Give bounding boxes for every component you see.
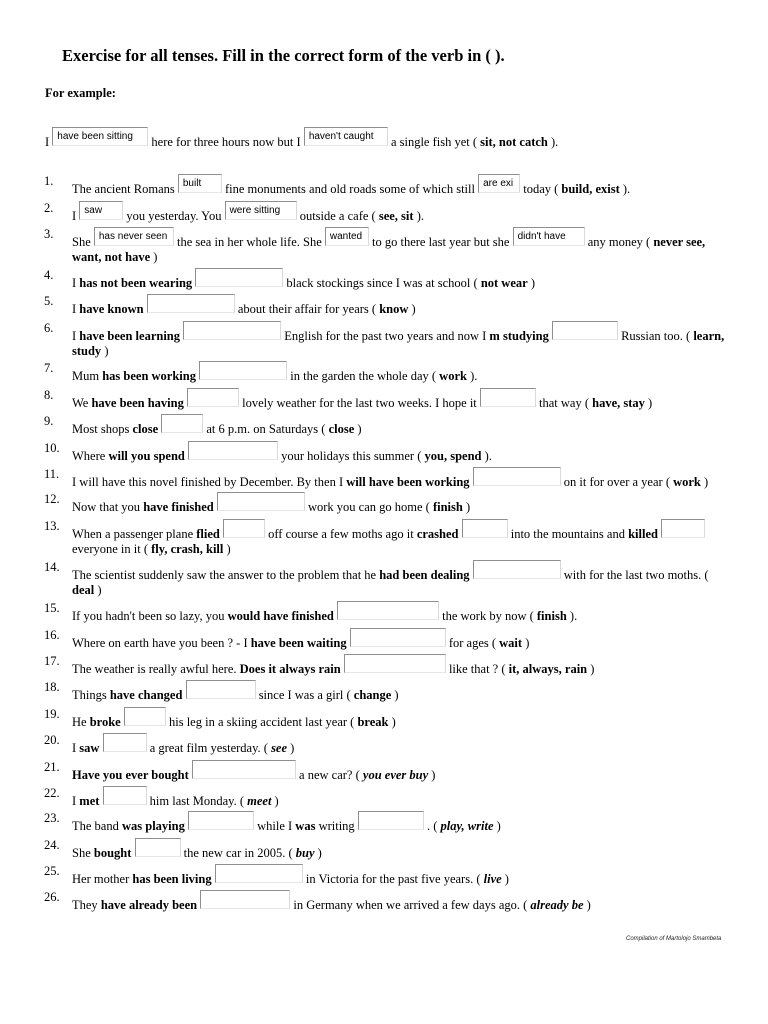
- answer-field[interactable]: [337, 601, 439, 620]
- sentence-text: She: [72, 235, 91, 249]
- sentence-text: ): [226, 542, 231, 556]
- verb-text: wait: [499, 636, 523, 650]
- sentence-text: Her mother: [72, 872, 130, 886]
- verb-text: fly, crash, kill: [151, 542, 224, 556]
- answer-field[interactable]: [188, 811, 254, 830]
- item-number: 1.: [44, 174, 54, 188]
- verb-text: break: [357, 715, 389, 729]
- sentence-text: that way (: [539, 396, 590, 410]
- verb-text: see: [271, 741, 288, 755]
- sentence-text: fine monuments and old roads some of which still: [225, 182, 475, 196]
- verb-text: close: [132, 422, 159, 436]
- item-number: 12.: [44, 492, 60, 506]
- sentence-text: ).: [470, 369, 478, 383]
- sentence-text: to go there last year but she: [372, 235, 510, 249]
- answer-field[interactable]: [478, 174, 520, 193]
- verb-text: met: [79, 794, 100, 808]
- verb-text: play, write: [440, 819, 494, 833]
- sentence-body: [72, 864, 732, 887]
- answer-field[interactable]: [223, 519, 265, 538]
- sentence-text: while I: [257, 819, 293, 833]
- answer-field[interactable]: [358, 811, 424, 830]
- item-number: 24.: [44, 838, 60, 852]
- verb-text: it, always, rain: [508, 662, 588, 676]
- sentence-text: ): [496, 819, 501, 833]
- item-number: 13.: [44, 519, 60, 533]
- sentence-text: The ancient Romans: [72, 182, 175, 196]
- verb-text: will have been working: [346, 475, 470, 489]
- verb-text: close: [328, 422, 355, 436]
- sentence-body: [72, 680, 732, 703]
- sentence-body: [72, 467, 732, 490]
- sentence-text: off course a few moths ago it: [268, 527, 414, 541]
- verb-text: crashed: [416, 527, 459, 541]
- sentence-text: here for three hours now but I: [151, 135, 301, 149]
- sentence-text: since I was a girl (: [258, 688, 351, 702]
- verb-text: have finished: [143, 500, 214, 514]
- sentence-text: you yesterday. You: [126, 209, 222, 223]
- sentence-text: ).: [569, 609, 578, 623]
- sentence-text: the new car in 2005. (: [183, 846, 293, 860]
- answer-field-value: saw: [84, 205, 103, 216]
- sentence-text: for ages (: [448, 636, 497, 650]
- item-number: 16.: [44, 628, 60, 642]
- sentence-body: [72, 838, 732, 861]
- sentence-body: [72, 268, 732, 291]
- sentence-body: [72, 227, 732, 265]
- page-title: Exercise for all tenses. Fill in the correct form of the verb in ( ).: [62, 46, 505, 65]
- verb-text: you ever buy: [362, 768, 429, 782]
- sentence-text: ): [411, 302, 416, 316]
- verb-text: deal: [72, 583, 95, 597]
- answer-field[interactable]: [192, 760, 296, 779]
- item-number: 2.: [44, 201, 54, 215]
- verb-text: learn, study: [72, 329, 725, 358]
- sentence-text: She: [72, 846, 91, 860]
- sentence-body: [72, 628, 732, 651]
- item-number: 18.: [44, 680, 60, 694]
- answer-field[interactable]: [161, 414, 203, 433]
- verb-text: finish: [536, 609, 567, 623]
- sentence-body: [72, 388, 732, 411]
- sentence-text: in the garden the whole day (: [290, 369, 437, 383]
- verb-text: not wear: [480, 276, 528, 290]
- answer-field-value: built: [182, 178, 202, 189]
- answer-field[interactable]: [480, 388, 536, 407]
- footer-credit: Compilation of Martolojo Smambeta: [626, 936, 722, 942]
- item-number: 26.: [44, 890, 60, 904]
- sentence-text: ): [525, 636, 530, 650]
- sentence-text: the sea in her whole life. She: [177, 235, 322, 249]
- sentence-text: Where: [72, 449, 106, 463]
- answer-field[interactable]: [215, 864, 303, 883]
- answer-field[interactable]: [183, 321, 281, 340]
- answer-field[interactable]: [325, 227, 369, 246]
- sentence-text: I: [72, 276, 77, 290]
- answer-field[interactable]: [217, 492, 305, 511]
- sentence-text: If you hadn't been so lazy, you: [72, 609, 225, 623]
- sentence-text: about their affair for years (: [237, 302, 377, 316]
- sentence-text: He: [72, 715, 87, 729]
- verb-text: have been waiting: [250, 636, 347, 650]
- answer-field[interactable]: [94, 227, 174, 246]
- sentence-text: ): [104, 344, 109, 358]
- sentence-text: The weather is really awful here.: [72, 662, 237, 676]
- sentence-body: [72, 890, 732, 913]
- sentence-text: I: [45, 135, 50, 149]
- verb-text: m studying: [489, 329, 549, 343]
- item-number: 15.: [44, 601, 60, 615]
- verb-text: see, sit: [378, 209, 414, 223]
- sentence-text: ): [153, 250, 158, 264]
- verb-text: was: [295, 819, 316, 833]
- verb-text: have changed: [109, 688, 183, 702]
- sentence-text: I: [72, 329, 77, 343]
- sentence-text: When a passenger plane: [72, 527, 194, 541]
- sentence-body: [72, 294, 732, 317]
- sentence-text: ): [704, 475, 709, 489]
- sentence-text: Where on earth have you been ? - I: [72, 636, 248, 650]
- example-label: For example:: [45, 86, 116, 100]
- verb-text: build, exist: [561, 182, 620, 196]
- verb-text: would have finished: [227, 609, 334, 623]
- sentence-text: ): [290, 741, 295, 755]
- item-number: 10.: [44, 441, 60, 455]
- answer-field-value: are exi: [483, 178, 514, 189]
- verb-text: has not been wearing: [79, 276, 193, 290]
- item-number: 8.: [44, 388, 54, 402]
- answer-field[interactable]: [513, 227, 585, 246]
- answer-field[interactable]: [124, 707, 166, 726]
- item-number: 7.: [44, 361, 54, 375]
- answer-field[interactable]: [199, 361, 287, 380]
- sentence-text: work you can go home (: [307, 500, 430, 514]
- answer-field[interactable]: [473, 467, 561, 486]
- sentence-text: I: [72, 209, 77, 223]
- sentence-text: ): [590, 662, 595, 676]
- verb-text: sit, not catch: [480, 135, 548, 149]
- sentence-text: Russian too. (: [621, 329, 691, 343]
- verb-text: killed: [628, 527, 658, 541]
- sentence-text: ): [465, 500, 471, 514]
- answer-field-value: didn't have: [517, 231, 566, 242]
- answer-field[interactable]: [52, 127, 148, 146]
- sentence-text: ).: [622, 182, 631, 196]
- answer-field[interactable]: [200, 890, 290, 909]
- sentence-body: [72, 560, 732, 598]
- verb-text: never see, want, not have: [72, 235, 706, 264]
- item-number: 4.: [44, 268, 54, 282]
- item-number: 11.: [44, 467, 60, 481]
- answer-field-value: have been sitting: [57, 131, 133, 142]
- item-number: 23.: [44, 811, 60, 825]
- verb-text: have been having: [91, 396, 184, 410]
- sentence-text: ): [530, 276, 535, 290]
- sentence-text: ): [586, 898, 591, 912]
- item-number: 6.: [44, 321, 54, 335]
- verb-text: Have you ever bought: [72, 768, 189, 782]
- sentence-text: into the mountains and: [510, 527, 625, 541]
- verb-text: buy: [295, 846, 315, 860]
- answer-field[interactable]: [350, 628, 446, 647]
- sentence-body: [45, 127, 705, 150]
- sentence-body: [72, 492, 732, 515]
- verb-text: have, stay: [592, 396, 645, 410]
- sentence-text: ): [274, 794, 279, 808]
- sentence-text: ): [357, 422, 362, 436]
- sentence-body: [72, 786, 732, 809]
- answer-field-value: were sitting: [229, 205, 281, 216]
- verb-text: you, spend: [424, 449, 482, 463]
- sentence-body: [72, 733, 732, 756]
- answer-field[interactable]: [103, 733, 147, 752]
- verb-text: saw: [79, 741, 100, 755]
- verb-text: broke: [89, 715, 121, 729]
- verb-text: Does it always rain: [239, 662, 341, 676]
- sentence-body: [72, 760, 732, 783]
- sentence-text: in Victoria for the past five years. (: [305, 872, 481, 886]
- verb-text: change: [353, 688, 392, 702]
- verb-text: live: [483, 872, 502, 886]
- sentence-text: ): [648, 396, 653, 410]
- sentence-text: English for the past two years and now I: [284, 329, 487, 343]
- sentence-body: [72, 441, 732, 464]
- item-number: 3.: [44, 227, 54, 241]
- item-number: 5.: [44, 294, 54, 308]
- sentence-text: today (: [523, 182, 559, 196]
- answer-field[interactable]: [344, 654, 446, 673]
- verb-text: work: [673, 475, 701, 489]
- sentence-body: [72, 201, 732, 224]
- item-number: 17.: [44, 654, 60, 668]
- sentence-text: him last Monday. (: [149, 794, 244, 808]
- sentence-text: ): [97, 583, 102, 597]
- answer-field[interactable]: [147, 294, 235, 313]
- sentence-text: his leg in a skiing accident last year (: [168, 715, 355, 729]
- sentence-text: The band: [72, 819, 119, 833]
- verb-text: have been learning: [79, 329, 180, 343]
- sentence-text: ): [431, 768, 436, 782]
- sentence-text: The scientist suddenly saw the answer to the problem that he: [72, 568, 377, 582]
- verb-text: meet: [247, 794, 272, 808]
- item-number: 20.: [44, 733, 60, 747]
- sentence-text: outside a cafe (: [299, 209, 376, 223]
- sentence-body: [72, 174, 732, 197]
- sentence-text: Most shops: [72, 422, 130, 436]
- answer-field[interactable]: [552, 321, 618, 340]
- sentence-body: [72, 811, 732, 834]
- answer-field[interactable]: [79, 201, 123, 220]
- answer-field-value: wanted: [329, 231, 363, 242]
- sentence-text: ): [391, 715, 396, 729]
- sentence-text: ): [504, 872, 509, 886]
- sentence-text: a great film yesterday. (: [149, 741, 268, 755]
- answer-field[interactable]: [462, 519, 508, 538]
- verb-text: finish: [432, 500, 463, 514]
- sentence-text: writing: [318, 819, 355, 833]
- sentence-text: with for the last two moths. (: [563, 568, 709, 582]
- answer-field[interactable]: [473, 560, 561, 579]
- sentence-text: everyone in it (: [72, 542, 149, 556]
- sentence-text: on it for over a year (: [563, 475, 670, 489]
- item-number: 9.: [44, 414, 54, 428]
- answer-field[interactable]: [135, 838, 181, 857]
- sentence-text: a new car? (: [299, 768, 360, 782]
- sentence-text: like that ? (: [448, 662, 506, 676]
- verb-text: had been dealing: [379, 568, 470, 582]
- answer-field[interactable]: [304, 127, 388, 146]
- verb-text: have known: [79, 302, 144, 316]
- item-number: 22.: [44, 786, 60, 800]
- answer-field[interactable]: [188, 441, 278, 460]
- answer-field-value: has never seen: [98, 231, 168, 242]
- sentence-text: We: [72, 396, 89, 410]
- item-number: 25.: [44, 864, 60, 878]
- answer-field[interactable]: [661, 519, 705, 538]
- answer-field[interactable]: [103, 786, 147, 805]
- sentence-text: lovely weather for the last two weeks. I hope it: [242, 396, 477, 410]
- sentence-text: ).: [550, 135, 559, 149]
- answer-field[interactable]: [225, 201, 297, 220]
- sentence-body: [72, 707, 732, 730]
- sentence-text: I: [72, 302, 77, 316]
- sentence-text: a single fish yet (: [390, 135, 478, 149]
- sentence-text: I will have this novel finished by December. By then I: [72, 475, 344, 489]
- answer-field-value: haven't caught: [308, 131, 374, 142]
- sentence-text: ).: [416, 209, 424, 223]
- answer-field[interactable]: [187, 388, 239, 407]
- sentence-text: any money (: [587, 235, 651, 249]
- sentence-text: Things: [72, 688, 107, 702]
- sentence-body: [72, 519, 732, 557]
- item-number: 21.: [44, 760, 60, 774]
- sentence-body: [72, 321, 732, 359]
- sentence-text: Now that you: [72, 500, 141, 514]
- verb-text: already be: [530, 898, 584, 912]
- sentence-text: ): [317, 846, 322, 860]
- verb-text: know: [379, 302, 409, 316]
- sentence-text: I: [72, 741, 77, 755]
- answer-field[interactable]: [195, 268, 283, 287]
- sentence-body: [72, 361, 732, 384]
- sentence-text: ).: [484, 449, 492, 463]
- answer-field[interactable]: [186, 680, 256, 699]
- sentence-text: . (: [426, 819, 438, 833]
- sentence-text: the work by now (: [442, 609, 534, 623]
- verb-text: has been working: [102, 369, 196, 383]
- item-number: 14.: [44, 560, 60, 574]
- sentence-text: at 6 p.m. on Saturdays (: [206, 422, 326, 436]
- sentence-body: [72, 601, 732, 624]
- verb-text: have already been: [100, 898, 198, 912]
- verb-text: work: [439, 369, 467, 383]
- sentence-text: ): [394, 688, 399, 702]
- sentence-text: your holidays this summer (: [281, 449, 422, 463]
- sentence-body: [72, 414, 732, 437]
- verb-text: was playing: [121, 819, 185, 833]
- sentence-text: I: [72, 794, 77, 808]
- sentence-body: [72, 654, 732, 677]
- sentence-text: in Germany when we arrived a few days ago. (: [293, 898, 528, 912]
- verb-text: flied: [196, 527, 220, 541]
- sentence-text: Mum: [72, 369, 100, 383]
- sentence-text: They: [72, 898, 98, 912]
- verb-text: has been living: [132, 872, 212, 886]
- item-number: 19.: [44, 707, 60, 721]
- verb-text: bought: [93, 846, 132, 860]
- verb-text: will you spend: [108, 449, 185, 463]
- sentence-text: black stockings since I was at school (: [286, 276, 478, 290]
- answer-field[interactable]: [178, 174, 222, 193]
